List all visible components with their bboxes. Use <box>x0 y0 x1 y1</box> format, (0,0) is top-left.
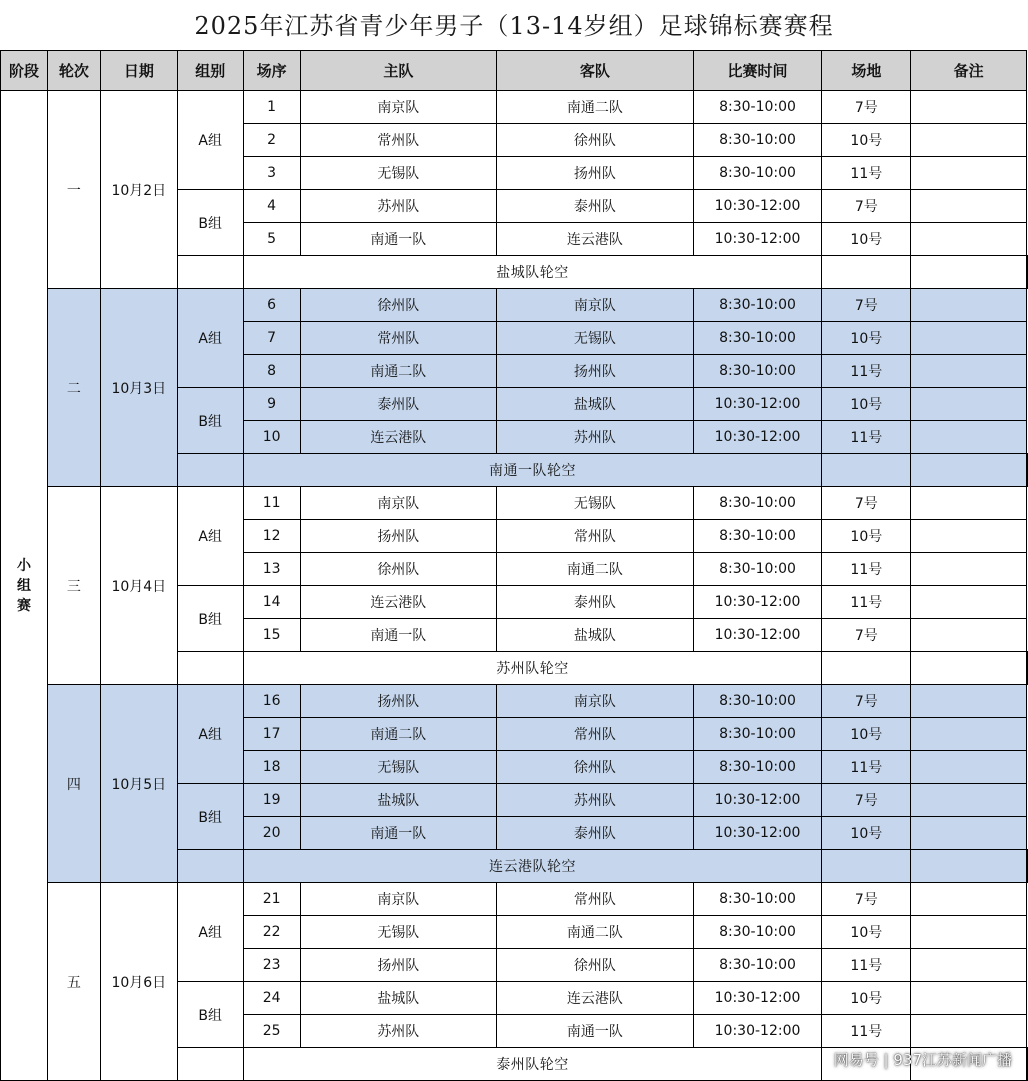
date-cell: 10月6日 <box>100 883 177 1081</box>
note-cell <box>911 520 1027 553</box>
schedule-body <box>1 91 1028 1081</box>
note-cell <box>911 817 1027 850</box>
group-cell: B组 <box>177 784 243 850</box>
bye-empty-cell <box>177 850 243 883</box>
home-team-cell: 苏州队 <box>300 1015 497 1048</box>
venue-cell: 7号 <box>822 784 911 817</box>
home-team-cell: 盐城队 <box>300 982 497 1015</box>
away-team-cell: 南通二队 <box>497 91 694 124</box>
match-time-cell: 10:30-12:00 <box>693 1015 822 1048</box>
match-no-cell: 18 <box>243 751 300 784</box>
home-team-cell: 南通二队 <box>300 355 497 388</box>
match-time-cell: 10:30-12:00 <box>693 223 822 256</box>
group-cell: A组 <box>177 883 243 982</box>
round-cell: 四 <box>47 685 100 883</box>
match-no-cell: 21 <box>243 883 300 916</box>
column-header: 组别 <box>177 51 243 91</box>
bye-empty-cell <box>1027 454 1028 487</box>
note-cell <box>911 190 1027 223</box>
note-cell <box>911 355 1027 388</box>
bye-empty-cell <box>822 454 911 487</box>
match-time-cell: 10:30-12:00 <box>693 388 822 421</box>
venue-cell: 10号 <box>822 322 911 355</box>
away-team-cell: 南通一队 <box>497 1015 694 1048</box>
header-row <box>1 51 1028 91</box>
bye-empty-cell <box>911 850 1027 883</box>
match-no-cell: 23 <box>243 949 300 982</box>
home-team-cell: 南京队 <box>300 883 497 916</box>
venue-cell: 10号 <box>822 916 911 949</box>
group-cell: B组 <box>177 982 243 1048</box>
note-cell <box>911 322 1027 355</box>
column-header: 场地 <box>822 51 911 91</box>
home-team-cell: 常州队 <box>300 124 497 157</box>
column-header: 日期 <box>100 51 177 91</box>
match-no-cell: 25 <box>243 1015 300 1048</box>
venue-cell: 10号 <box>822 817 911 850</box>
group-cell: A组 <box>177 685 243 784</box>
home-team-cell: 徐州队 <box>300 553 497 586</box>
venue-cell: 11号 <box>822 553 911 586</box>
match-time-cell: 10:30-12:00 <box>693 190 822 223</box>
away-team-cell: 苏州队 <box>497 784 694 817</box>
away-team-cell: 泰州队 <box>497 817 694 850</box>
match-no-cell: 12 <box>243 520 300 553</box>
venue-cell: 11号 <box>822 949 911 982</box>
match-no-cell: 8 <box>243 355 300 388</box>
match-time-cell: 8:30-10:00 <box>693 883 822 916</box>
note-cell <box>911 91 1027 124</box>
match-no-cell: 17 <box>243 718 300 751</box>
match-no-cell: 1 <box>243 91 300 124</box>
home-team-cell: 盐城队 <box>300 784 497 817</box>
match-row <box>1 487 1028 520</box>
match-time-cell: 10:30-12:00 <box>693 586 822 619</box>
match-time-cell: 8:30-10:00 <box>693 355 822 388</box>
match-no-cell: 5 <box>243 223 300 256</box>
watermark: 网易号 | 937江苏新闻广播 <box>833 1051 1012 1069</box>
bye-empty-cell <box>911 652 1027 685</box>
match-time-cell: 10:30-12:00 <box>693 982 822 1015</box>
match-no-cell: 19 <box>243 784 300 817</box>
home-team-cell: 连云港队 <box>300 421 497 454</box>
away-team-cell: 常州队 <box>497 520 694 553</box>
match-time-cell: 8:30-10:00 <box>693 553 822 586</box>
match-no-cell: 10 <box>243 421 300 454</box>
bye-empty-cell <box>911 454 1027 487</box>
bye-team-cell: 南通一队轮空 <box>243 454 822 487</box>
venue-cell: 7号 <box>822 619 911 652</box>
round-cell: 五 <box>47 883 100 1081</box>
home-team-cell: 南通一队 <box>300 619 497 652</box>
note-cell <box>911 289 1027 322</box>
home-team-cell: 无锡队 <box>300 916 497 949</box>
away-team-cell: 徐州队 <box>497 124 694 157</box>
match-time-cell: 8:30-10:00 <box>693 289 822 322</box>
date-cell: 10月5日 <box>100 685 177 883</box>
home-team-cell: 无锡队 <box>300 157 497 190</box>
column-header: 客队 <box>497 51 694 91</box>
bye-empty-cell <box>822 850 911 883</box>
bye-team-cell: 连云港队轮空 <box>243 850 822 883</box>
column-header: 轮次 <box>47 51 100 91</box>
note-cell <box>911 586 1027 619</box>
match-no-cell: 16 <box>243 685 300 718</box>
stage-label: 小组赛 <box>16 557 31 614</box>
bye-empty-cell <box>822 256 911 289</box>
column-header: 备注 <box>911 51 1027 91</box>
group-cell: A组 <box>177 289 243 388</box>
venue-cell: 11号 <box>822 586 911 619</box>
note-cell <box>911 421 1027 454</box>
away-team-cell: 南京队 <box>497 685 694 718</box>
note-cell <box>911 949 1027 982</box>
match-time-cell: 8:30-10:00 <box>693 949 822 982</box>
group-cell: A组 <box>177 91 243 190</box>
bye-empty-cell <box>822 652 911 685</box>
venue-cell: 7号 <box>822 91 911 124</box>
note-cell <box>911 487 1027 520</box>
home-team-cell: 南通一队 <box>300 817 497 850</box>
note-cell <box>911 223 1027 256</box>
away-team-cell: 盐城队 <box>497 388 694 421</box>
bye-empty-cell <box>911 256 1027 289</box>
match-time-cell: 10:30-12:00 <box>693 784 822 817</box>
match-time-cell: 10:30-12:00 <box>693 421 822 454</box>
venue-cell: 10号 <box>822 718 911 751</box>
group-cell: B组 <box>177 586 243 652</box>
home-team-cell: 苏州队 <box>300 190 497 223</box>
group-cell: A组 <box>177 487 243 586</box>
schedule-table <box>0 50 1028 1081</box>
venue-cell: 10号 <box>822 520 911 553</box>
round-cell: 一 <box>47 91 100 289</box>
away-team-cell: 扬州队 <box>497 157 694 190</box>
stage-cell <box>1 91 48 1081</box>
bye-empty-cell <box>1027 1048 1028 1081</box>
match-no-cell: 14 <box>243 586 300 619</box>
match-time-cell: 8:30-10:00 <box>693 157 822 190</box>
home-team-cell: 扬州队 <box>300 520 497 553</box>
match-time-cell: 8:30-10:00 <box>693 916 822 949</box>
match-no-cell: 2 <box>243 124 300 157</box>
venue-cell: 7号 <box>822 487 911 520</box>
venue-cell: 7号 <box>822 685 911 718</box>
bye-team-cell: 泰州队轮空 <box>243 1048 822 1081</box>
venue-cell: 10号 <box>822 124 911 157</box>
bye-empty-cell <box>177 454 243 487</box>
match-time-cell: 8:30-10:00 <box>693 322 822 355</box>
note-cell <box>911 685 1027 718</box>
note-cell <box>911 1015 1027 1048</box>
venue-cell: 10号 <box>822 223 911 256</box>
away-team-cell: 盐城队 <box>497 619 694 652</box>
column-header: 场序 <box>243 51 300 91</box>
away-team-cell: 连云港队 <box>497 982 694 1015</box>
home-team-cell: 常州队 <box>300 322 497 355</box>
match-time-cell: 10:30-12:00 <box>693 619 822 652</box>
note-cell <box>911 982 1027 1015</box>
venue-cell: 11号 <box>822 421 911 454</box>
date-cell: 10月3日 <box>100 289 177 487</box>
match-time-cell: 10:30-12:00 <box>693 817 822 850</box>
venue-cell: 7号 <box>822 289 911 322</box>
round-cell: 三 <box>47 487 100 685</box>
home-team-cell: 扬州队 <box>300 949 497 982</box>
bye-team-cell: 盐城队轮空 <box>243 256 822 289</box>
match-time-cell: 8:30-10:00 <box>693 520 822 553</box>
note-cell <box>911 883 1027 916</box>
home-team-cell: 扬州队 <box>300 685 497 718</box>
home-team-cell: 连云港队 <box>300 586 497 619</box>
away-team-cell: 无锡队 <box>497 322 694 355</box>
match-row <box>1 685 1028 718</box>
venue-cell: 7号 <box>822 190 911 223</box>
home-team-cell: 无锡队 <box>300 751 497 784</box>
note-cell <box>911 553 1027 586</box>
match-no-cell: 4 <box>243 190 300 223</box>
home-team-cell: 南通二队 <box>300 718 497 751</box>
match-no-cell: 20 <box>243 817 300 850</box>
note-cell <box>911 157 1027 190</box>
away-team-cell: 连云港队 <box>497 223 694 256</box>
match-no-cell: 6 <box>243 289 300 322</box>
bye-empty-cell <box>177 652 243 685</box>
away-team-cell: 徐州队 <box>497 949 694 982</box>
venue-cell: 10号 <box>822 388 911 421</box>
venue-cell: 11号 <box>822 1015 911 1048</box>
away-team-cell: 泰州队 <box>497 190 694 223</box>
match-no-cell: 15 <box>243 619 300 652</box>
home-team-cell: 南京队 <box>300 91 497 124</box>
home-team-cell: 南通一队 <box>300 223 497 256</box>
column-header: 主队 <box>300 51 497 91</box>
note-cell <box>911 124 1027 157</box>
match-no-cell: 11 <box>243 487 300 520</box>
group-cell: B组 <box>177 190 243 256</box>
away-team-cell: 南通二队 <box>497 553 694 586</box>
away-team-cell: 扬州队 <box>497 355 694 388</box>
match-no-cell: 7 <box>243 322 300 355</box>
date-cell: 10月4日 <box>100 487 177 685</box>
match-row <box>1 289 1028 322</box>
match-no-cell: 9 <box>243 388 300 421</box>
match-time-cell: 8:30-10:00 <box>693 91 822 124</box>
venue-cell: 7号 <box>822 883 911 916</box>
match-time-cell: 8:30-10:00 <box>693 685 822 718</box>
note-cell <box>911 784 1027 817</box>
home-team-cell: 南京队 <box>300 487 497 520</box>
away-team-cell: 苏州队 <box>497 421 694 454</box>
match-no-cell: 22 <box>243 916 300 949</box>
away-team-cell: 南通二队 <box>497 916 694 949</box>
bye-empty-cell <box>177 1048 243 1081</box>
match-time-cell: 8:30-10:00 <box>693 124 822 157</box>
home-team-cell: 徐州队 <box>300 289 497 322</box>
bye-empty-cell <box>1027 850 1028 883</box>
column-header: 阶段 <box>1 51 48 91</box>
column-header: 比赛时间 <box>693 51 822 91</box>
group-cell: B组 <box>177 388 243 454</box>
match-no-cell: 13 <box>243 553 300 586</box>
match-time-cell: 8:30-10:00 <box>693 718 822 751</box>
match-time-cell: 8:30-10:00 <box>693 751 822 784</box>
note-cell <box>911 388 1027 421</box>
match-row <box>1 91 1028 124</box>
match-row <box>1 883 1028 916</box>
home-team-cell: 泰州队 <box>300 388 497 421</box>
away-team-cell: 徐州队 <box>497 751 694 784</box>
bye-empty-cell <box>1027 256 1028 289</box>
note-cell <box>911 916 1027 949</box>
page-title: 2025年江苏省青少年男子（13-14岁组）足球锦标赛赛程 <box>194 12 834 40</box>
away-team-cell: 泰州队 <box>497 586 694 619</box>
away-team-cell: 常州队 <box>497 883 694 916</box>
venue-cell: 11号 <box>822 157 911 190</box>
bye-empty-cell <box>177 256 243 289</box>
match-no-cell: 24 <box>243 982 300 1015</box>
round-cell: 二 <box>47 289 100 487</box>
venue-cell: 10号 <box>822 982 911 1015</box>
away-team-cell: 常州队 <box>497 718 694 751</box>
date-cell: 10月2日 <box>100 91 177 289</box>
match-time-cell: 8:30-10:00 <box>693 487 822 520</box>
note-cell <box>911 619 1027 652</box>
away-team-cell: 南京队 <box>497 289 694 322</box>
note-cell <box>911 751 1027 784</box>
note-cell <box>911 718 1027 751</box>
away-team-cell: 无锡队 <box>497 487 694 520</box>
venue-cell: 11号 <box>822 355 911 388</box>
bye-team-cell: 苏州队轮空 <box>243 652 822 685</box>
venue-cell: 11号 <box>822 751 911 784</box>
bye-empty-cell <box>1027 652 1028 685</box>
match-no-cell: 3 <box>243 157 300 190</box>
